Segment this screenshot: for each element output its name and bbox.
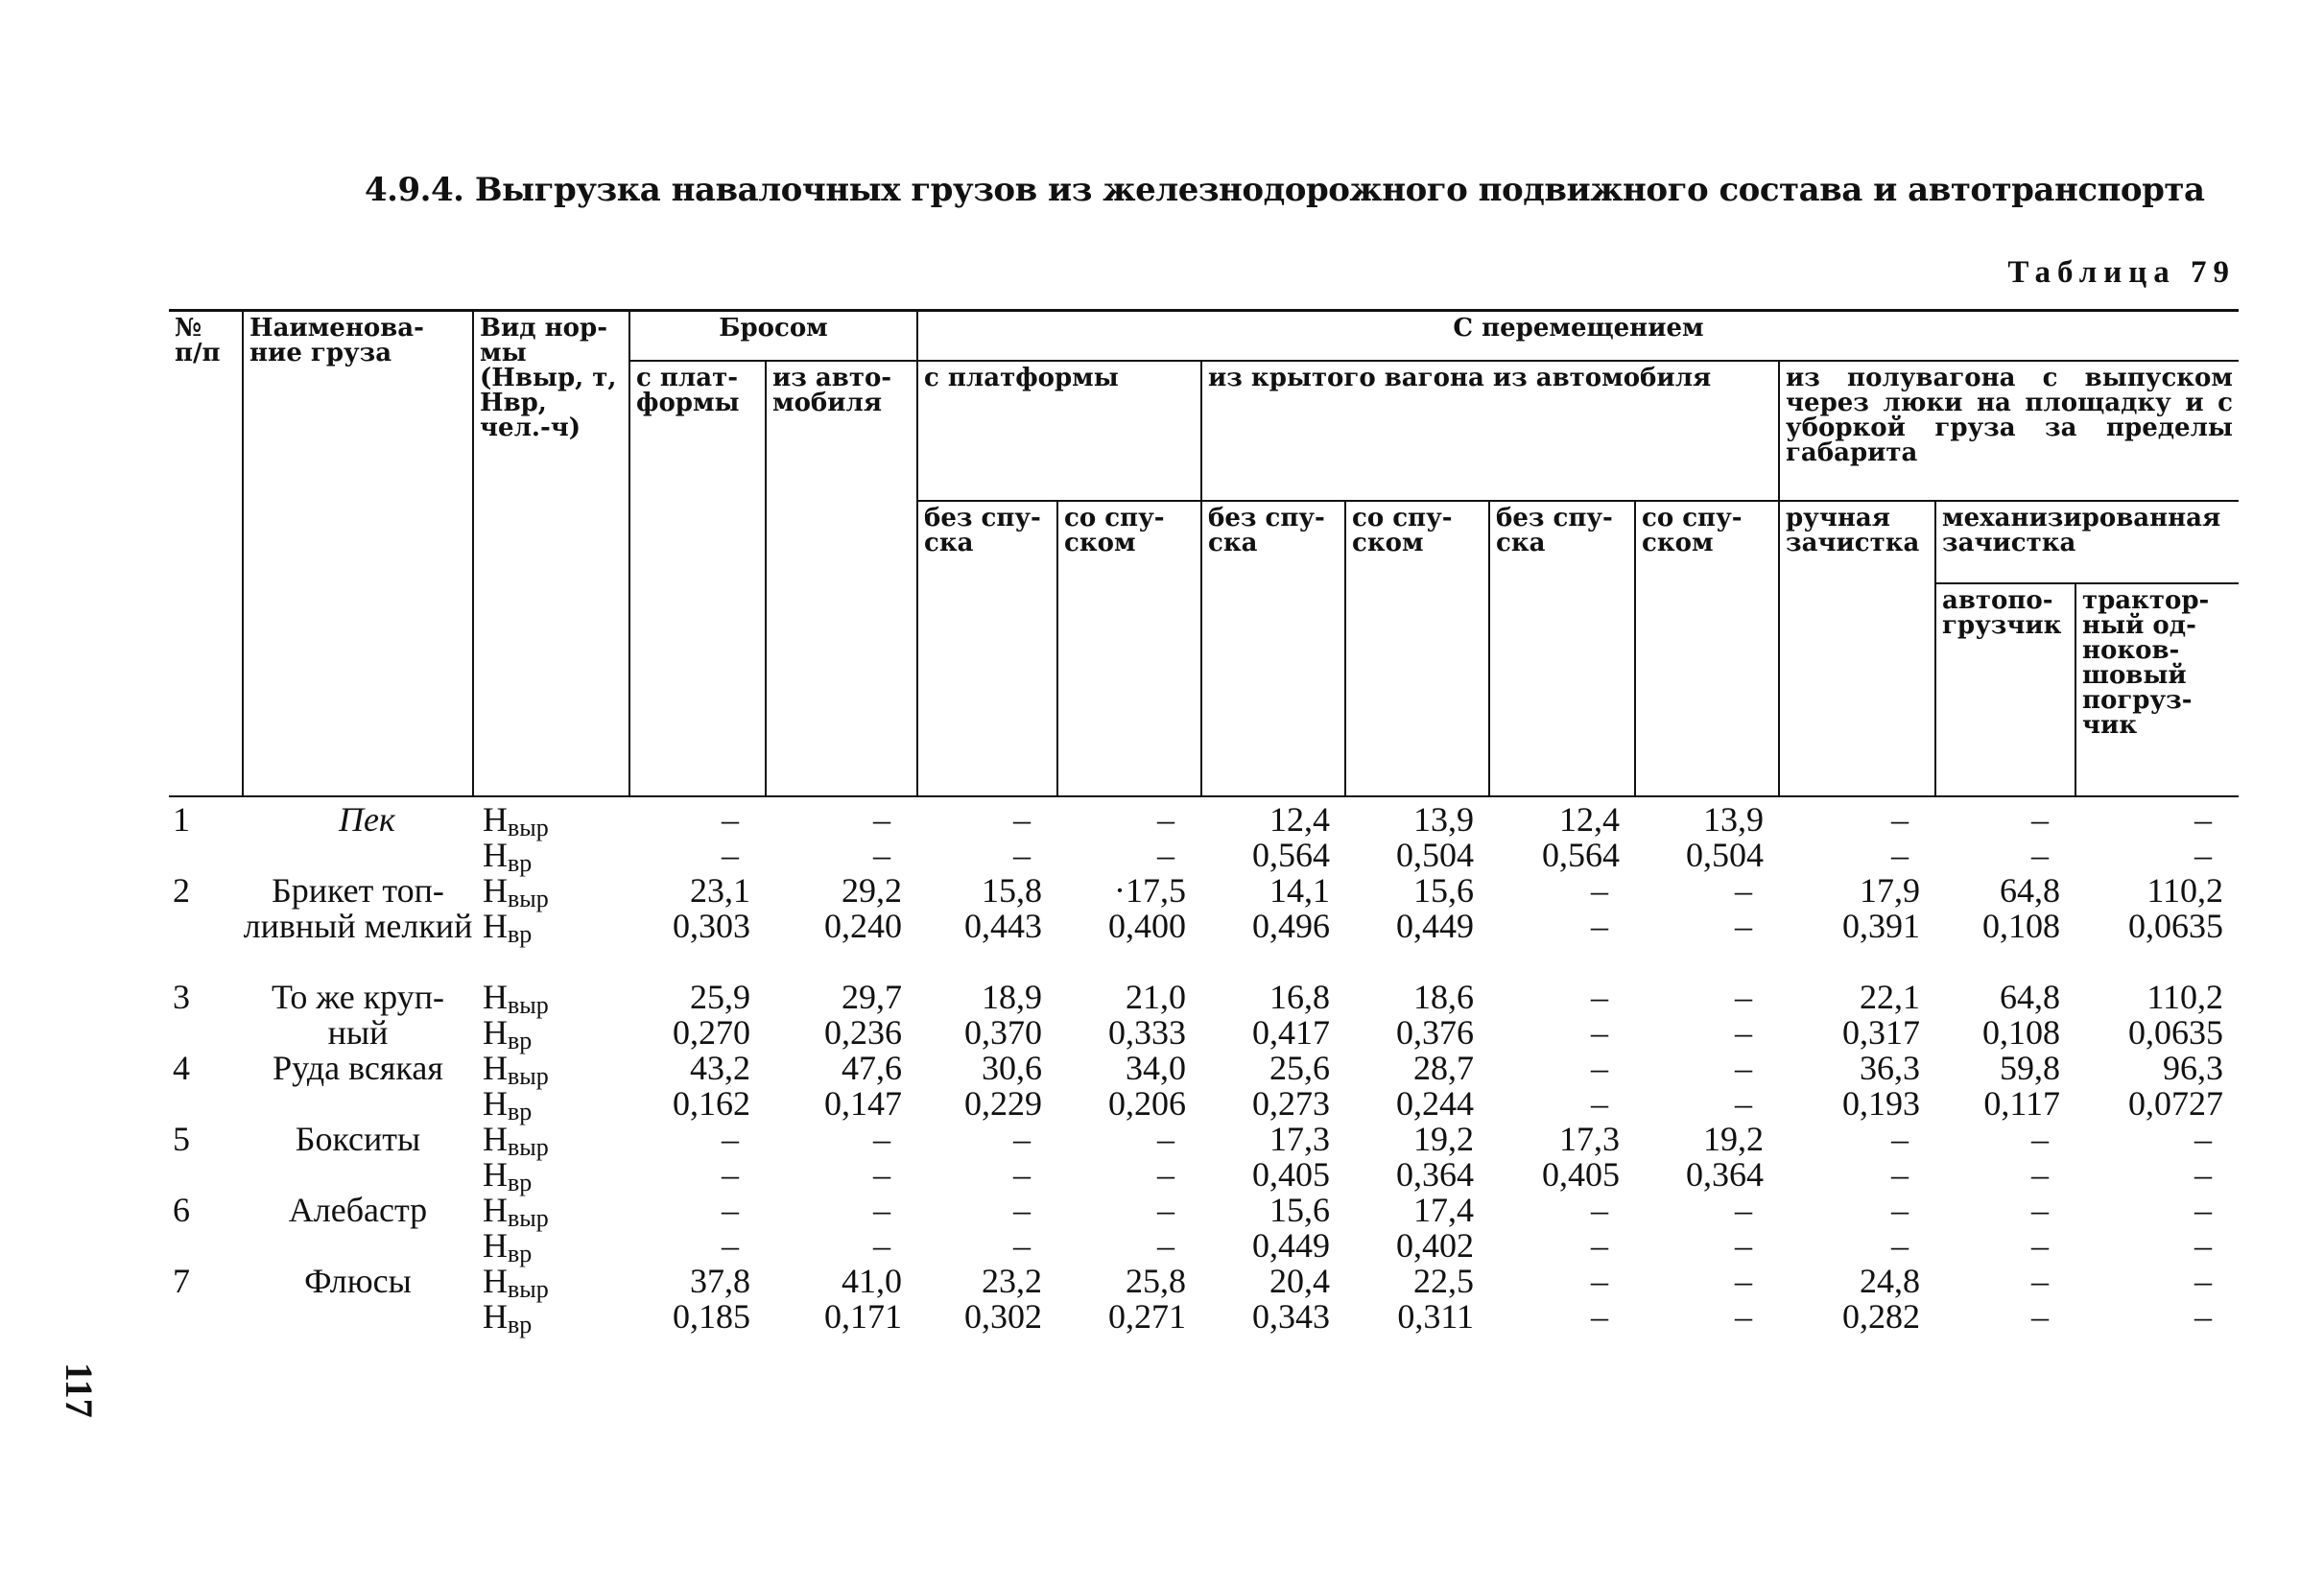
norm-kind <box>473 978 629 1054</box>
norm-label-vyr: $Н_{выр}$ <box>483 871 549 912</box>
cargo-name: То же круп-ный <box>272 978 444 1052</box>
value-cell <box>1635 802 1779 873</box>
value-vyr: 15,6 <box>1269 1191 1330 1229</box>
value-cell <box>1489 1051 1635 1122</box>
value-vyr: 13,9 <box>1703 800 1764 839</box>
header-move-gondola: из полувагона с выпуском через люки на площадку и с уборкой груза за пределы габарита <box>1779 361 2239 501</box>
value-cell <box>1635 1051 1779 1122</box>
value-cell <box>1935 980 2075 1051</box>
value-vr: 0,311 <box>1397 1297 1474 1336</box>
value-vyr: 34,0 <box>1126 1049 1186 1087</box>
value-vr: – <box>1013 836 1031 874</box>
value-cell <box>2075 1264 2239 1335</box>
value-cell <box>917 802 1057 873</box>
value-vyr: – <box>1157 1191 1174 1229</box>
value-vr: – <box>1735 907 1752 945</box>
value-vyr: – <box>1735 978 1752 1016</box>
value-cell <box>766 873 917 980</box>
value-cell <box>1935 873 2075 980</box>
value-vyr: 64,8 <box>2000 871 2060 910</box>
value-vyr: 29,7 <box>842 978 902 1016</box>
norm-label-vyr: $Н_{выр}$ <box>483 1120 549 1161</box>
value-cell <box>766 1051 917 1122</box>
value-vr: 0,0635 <box>2128 1013 2223 1052</box>
row-number: 4 <box>173 1049 190 1087</box>
header-mechanized: механизированная зачистка <box>1935 501 2239 583</box>
value-vyr: – <box>2194 1191 2212 1229</box>
value-vyr: 20,4 <box>1269 1262 1330 1300</box>
value-cell <box>629 1264 766 1335</box>
value-vr: 0,229 <box>964 1084 1042 1123</box>
value-vr: 0,449 <box>1252 1226 1330 1265</box>
value-cell <box>766 1122 917 1193</box>
row-number: 6 <box>173 1191 190 1229</box>
value-vr: 0,504 <box>1396 836 1474 874</box>
value-vr: – <box>1157 836 1174 874</box>
norm-kind <box>473 873 629 980</box>
value-vr: – <box>1735 1084 1752 1123</box>
value-vr: – <box>1157 1226 1174 1265</box>
value-cell <box>1489 980 1635 1051</box>
value-vyr: 13,9 <box>1413 800 1474 839</box>
value-cell <box>917 1051 1057 1122</box>
value-cell <box>1057 1122 1201 1193</box>
value-vr: – <box>873 836 890 874</box>
table-row <box>169 980 2239 1051</box>
value-vr: – <box>1735 1226 1752 1265</box>
value-cell <box>1935 1122 2075 1193</box>
value-vr: 0,317 <box>1842 1013 1920 1052</box>
header-name: Наименова-ние груза <box>243 311 473 797</box>
value-vyr: 16,8 <box>1269 978 1330 1016</box>
value-vr: – <box>1591 1226 1608 1265</box>
value-vyr: – <box>873 1191 890 1229</box>
value-vr: – <box>722 1226 739 1265</box>
table-row <box>169 1264 2239 1335</box>
value-cell <box>917 980 1057 1051</box>
value-vyr: 25,6 <box>1269 1049 1330 1087</box>
value-cell <box>1345 1264 1489 1335</box>
header-move-covered: из крытого вагона из автомобиля <box>1201 361 1779 501</box>
table-row <box>169 873 2239 980</box>
value-vr: 0,270 <box>673 1013 750 1052</box>
value-cell <box>1489 1122 1635 1193</box>
value-vyr: – <box>2031 1120 2049 1158</box>
value-vyr: – <box>1591 871 1608 910</box>
header-with-descent-1: со спу-ском <box>1057 501 1201 796</box>
value-vr: 0,405 <box>1252 1155 1330 1194</box>
value-cell <box>1635 1193 1779 1264</box>
value-vr: – <box>2031 1226 2049 1265</box>
value-vr: 0,303 <box>673 907 750 945</box>
value-cell <box>1345 1193 1489 1264</box>
table-row <box>169 1193 2239 1264</box>
value-cell <box>1489 1264 1635 1335</box>
value-vr: 0,302 <box>964 1297 1042 1336</box>
value-vr: 0,236 <box>824 1013 902 1052</box>
value-vr: 0,496 <box>1252 907 1330 945</box>
value-vyr: – <box>2194 1262 2212 1300</box>
value-vyr: 14,1 <box>1269 871 1330 910</box>
value-vyr: 15,8 <box>982 871 1042 910</box>
value-vr: 0,364 <box>1686 1155 1764 1194</box>
value-vr: 0,504 <box>1686 836 1764 874</box>
value-vr: – <box>1157 1155 1174 1194</box>
header-kind: Вид нор-мы (Нвыр, т, Нвр, чел.-ч) <box>473 311 629 797</box>
value-cell <box>2075 1051 2239 1122</box>
value-cell <box>1779 1264 1935 1335</box>
norm-label-vr: $Н_{вр}$ <box>483 836 533 877</box>
cargo-name: Брикет топ-ливный мелкий <box>243 871 473 945</box>
value-vr: 0,376 <box>1396 1013 1474 1052</box>
value-vr: 0,364 <box>1396 1155 1474 1194</box>
table-header <box>169 309 2239 797</box>
value-cell <box>1057 980 1201 1051</box>
value-vyr: – <box>1013 1191 1031 1229</box>
header-autoloader: автопо-грузчик <box>1935 583 2075 796</box>
value-vyr: – <box>1735 871 1752 910</box>
value-vr: – <box>2031 836 2049 874</box>
value-vyr: – <box>2031 1262 2049 1300</box>
value-vyr: 25,8 <box>1126 1262 1186 1300</box>
value-vr: 0,147 <box>824 1084 902 1123</box>
value-vr: 0,417 <box>1252 1013 1330 1052</box>
value-vyr: 24,8 <box>1860 1262 1920 1300</box>
value-vyr: 41,0 <box>842 1262 902 1300</box>
value-vr: 0,193 <box>1842 1084 1920 1123</box>
value-vyr: – <box>1591 978 1608 1016</box>
value-cell <box>1935 1051 2075 1122</box>
value-vr: – <box>722 836 739 874</box>
value-cell <box>1935 1264 2075 1335</box>
value-vr: 0,162 <box>673 1084 750 1123</box>
value-vyr: 59,8 <box>2000 1049 2060 1087</box>
row-number: 2 <box>173 871 190 910</box>
value-vyr: – <box>873 800 890 839</box>
value-vr: 0,343 <box>1252 1297 1330 1336</box>
value-cell <box>1779 802 1935 873</box>
value-vr: – <box>2194 836 2212 874</box>
value-cell <box>1345 980 1489 1051</box>
header-move: С перемещением <box>917 311 2239 362</box>
value-vyr: 12,4 <box>1559 800 1620 839</box>
value-cell <box>1057 1051 1201 1122</box>
value-vr: – <box>1013 1226 1031 1265</box>
norm-label-vyr: $Н_{выр}$ <box>483 978 549 1019</box>
value-vr: – <box>2031 1297 2049 1336</box>
value-vyr: – <box>722 1120 739 1158</box>
value-cell <box>1057 1264 1201 1335</box>
header-throw-auto: из авто-мобиля <box>766 361 917 796</box>
norm-label-vyr: $Н_{выр}$ <box>483 1262 549 1303</box>
value-cell <box>1057 1193 1201 1264</box>
value-vyr: – <box>2194 800 2212 839</box>
value-vr: 0,0727 <box>2128 1084 2223 1123</box>
header-tractor: трактор-ный од-ноков-шовый погруз-чик <box>2075 583 2239 796</box>
value-cell <box>1201 1051 1345 1122</box>
value-vr: 0,402 <box>1396 1226 1474 1265</box>
value-cell <box>1489 802 1635 873</box>
value-cell <box>917 873 1057 980</box>
norm-label-vyr: $Н_{выр}$ <box>483 1049 549 1090</box>
header-manual: ручная зачистка <box>1779 501 1935 796</box>
norm-kind <box>473 800 629 877</box>
value-cell <box>629 980 766 1051</box>
norm-label-vr: $Н_{вр}$ <box>483 907 533 948</box>
value-vr: – <box>2194 1297 2212 1336</box>
norm-label-vr: $Н_{вр}$ <box>483 1297 533 1338</box>
value-vr: 0,564 <box>1252 836 1330 874</box>
value-vr: 0,405 <box>1542 1155 1620 1194</box>
value-vyr: 22,5 <box>1413 1262 1474 1300</box>
value-vyr: 19,2 <box>1703 1120 1764 1158</box>
value-cell <box>1635 873 1779 980</box>
value-vyr: 110,2 <box>2146 871 2223 910</box>
table-row <box>169 1051 2239 1122</box>
value-cell <box>1057 873 1201 980</box>
section-title: 4.9.4. Выгрузка навалочных грузов из железнодорожного подвижного состава и автотранспорта <box>365 171 2205 209</box>
value-vr: – <box>2194 1155 2212 1194</box>
value-vyr: – <box>2031 800 2049 839</box>
value-vyr: – <box>1891 1120 1909 1158</box>
value-cell <box>2075 873 2239 980</box>
row-number: 7 <box>173 1262 190 1300</box>
value-vr: – <box>873 1155 890 1194</box>
value-vr: 0,117 <box>1983 1084 2060 1123</box>
header-no-descent-1: без спу-ска <box>917 501 1057 796</box>
norm-label-vr: $Н_{вр}$ <box>483 1084 533 1125</box>
value-vyr: – <box>1591 1049 1608 1087</box>
value-cell <box>1489 873 1635 980</box>
row-number: 3 <box>173 978 190 1016</box>
value-vyr: 47,6 <box>842 1049 902 1087</box>
value-vyr: 37,8 <box>690 1262 750 1300</box>
value-vyr: 17,3 <box>1269 1120 1330 1158</box>
value-vyr: – <box>2194 1120 2212 1158</box>
value-vyr: – <box>2031 1191 2049 1229</box>
value-vr: 0,0635 <box>2128 907 2223 945</box>
value-vr: 0,171 <box>824 1297 902 1336</box>
cargo-name: Руда всякая <box>273 1049 443 1087</box>
value-vr: 0,244 <box>1396 1084 1474 1123</box>
norm-kind <box>473 1120 629 1196</box>
table-row <box>169 802 2239 873</box>
value-vr: 0,271 <box>1108 1297 1186 1336</box>
value-vyr: – <box>722 800 739 839</box>
value-vr: – <box>1591 907 1608 945</box>
value-cell <box>2075 802 2239 873</box>
value-cell <box>1345 1051 1489 1122</box>
value-vr: – <box>2194 1226 2212 1265</box>
value-vyr: 17,3 <box>1559 1120 1620 1158</box>
value-vr: 0,108 <box>1982 1013 2060 1052</box>
value-vyr: 43,2 <box>690 1049 750 1087</box>
value-vyr: ·17,5 <box>1114 871 1186 910</box>
row-number: 5 <box>173 1120 190 1158</box>
value-vyr: 17,9 <box>1860 871 1920 910</box>
norm-kind <box>473 1191 629 1267</box>
value-cell <box>629 802 766 873</box>
data-table <box>169 800 2239 1338</box>
value-vr: – <box>1891 836 1909 874</box>
value-vyr: 25,9 <box>690 978 750 1016</box>
value-vr: – <box>873 1226 890 1265</box>
value-cell <box>1635 1122 1779 1193</box>
value-vyr: – <box>1157 800 1174 839</box>
row-number: 1 <box>173 800 190 839</box>
value-cell <box>917 1122 1057 1193</box>
value-vyr: 18,6 <box>1413 978 1474 1016</box>
value-vyr: 15,6 <box>1413 871 1474 910</box>
value-vr: 0,240 <box>824 907 902 945</box>
value-vyr: 23,2 <box>982 1262 1042 1300</box>
value-vyr: 110,2 <box>2146 978 2223 1016</box>
value-vyr: – <box>1891 1191 1909 1229</box>
header-no-descent-3: без спу-ска <box>1489 501 1635 796</box>
value-cell <box>629 873 766 980</box>
value-vyr: 21,0 <box>1126 978 1186 1016</box>
value-vyr: – <box>873 1120 890 1158</box>
value-vyr: – <box>1735 1262 1752 1300</box>
header-no-descent-2: без спу-ска <box>1201 501 1345 796</box>
value-cell <box>1935 1193 2075 1264</box>
norm-kind <box>473 1262 629 1338</box>
cargo-name: Бокситы <box>295 1120 421 1158</box>
value-vr: – <box>1891 1155 1909 1194</box>
norm-label-vr: $Н_{вр}$ <box>483 1226 533 1267</box>
value-vyr: 96,3 <box>2163 1049 2223 1087</box>
value-cell <box>1779 1193 1935 1264</box>
value-cell <box>1489 1193 1635 1264</box>
value-cell <box>2075 1122 2239 1193</box>
cargo-name: Алебастр <box>288 1191 428 1229</box>
value-vyr: 18,9 <box>982 978 1042 1016</box>
value-cell <box>1345 873 1489 980</box>
value-cell <box>1779 980 1935 1051</box>
value-vyr: 19,2 <box>1413 1120 1474 1158</box>
value-cell <box>629 1193 766 1264</box>
value-cell <box>1201 980 1345 1051</box>
value-vr: 0,282 <box>1842 1297 1920 1336</box>
value-vr: 0,206 <box>1108 1084 1186 1123</box>
value-cell <box>766 1264 917 1335</box>
value-vyr: 36,3 <box>1860 1049 1920 1087</box>
value-cell <box>766 980 917 1051</box>
norm-label-vr: $Н_{вр}$ <box>483 1013 533 1054</box>
value-vr: – <box>1591 1084 1608 1123</box>
value-cell <box>1201 1122 1345 1193</box>
value-cell <box>1057 802 1201 873</box>
value-cell <box>2075 1193 2239 1264</box>
value-vyr: – <box>1591 1262 1608 1300</box>
value-vyr: – <box>1157 1120 1174 1158</box>
value-cell <box>1201 873 1345 980</box>
value-cell <box>629 1051 766 1122</box>
value-vyr: – <box>1013 800 1031 839</box>
table-body <box>169 800 2239 1338</box>
value-cell <box>629 1122 766 1193</box>
table-row <box>169 1122 2239 1193</box>
value-vyr: – <box>1735 1049 1752 1087</box>
value-vr: – <box>2031 1155 2049 1194</box>
value-vr: 0,449 <box>1396 907 1474 945</box>
value-vr: 0,273 <box>1252 1084 1330 1123</box>
norm-label-vyr: $Н_{выр}$ <box>483 1191 549 1232</box>
value-vyr: 28,7 <box>1413 1049 1474 1087</box>
page-number: 117 <box>58 1362 101 1418</box>
value-vyr: – <box>1591 1191 1608 1229</box>
value-vr: – <box>1013 1155 1031 1194</box>
value-vr: – <box>1735 1297 1752 1336</box>
value-cell <box>1345 1122 1489 1193</box>
value-vr: 0,400 <box>1108 907 1186 945</box>
value-cell <box>917 1264 1057 1335</box>
value-vyr: 12,4 <box>1269 800 1330 839</box>
value-cell <box>1779 1051 1935 1122</box>
value-vyr: – <box>1013 1120 1031 1158</box>
value-vyr: – <box>1735 1191 1752 1229</box>
value-vr: 0,443 <box>964 907 1042 945</box>
value-vyr: 64,8 <box>2000 978 2060 1016</box>
value-cell <box>917 1193 1057 1264</box>
value-vr: 0,391 <box>1842 907 1920 945</box>
value-cell <box>1201 802 1345 873</box>
value-vyr: 23,1 <box>690 871 750 910</box>
value-vr: – <box>1591 1013 1608 1052</box>
value-cell <box>2075 980 2239 1051</box>
value-vyr: 17,4 <box>1413 1191 1474 1229</box>
value-vr: 0,370 <box>964 1013 1042 1052</box>
value-cell <box>766 802 917 873</box>
header-throw: Бросом <box>629 311 917 362</box>
norm-label-vr: $Н_{вр}$ <box>483 1155 533 1196</box>
value-vyr: – <box>1891 800 1909 839</box>
table-label: Таблица 79 <box>2007 255 2236 290</box>
header-num: № п/п <box>169 311 243 797</box>
value-cell <box>1779 1122 1935 1193</box>
value-vr: – <box>1891 1226 1909 1265</box>
norm-label-vyr: $Н_{выр}$ <box>483 800 549 841</box>
value-vr: 0,185 <box>673 1297 750 1336</box>
value-vr: – <box>1735 1013 1752 1052</box>
value-cell <box>1345 802 1489 873</box>
value-vyr: – <box>722 1191 739 1229</box>
value-cell <box>1635 1264 1779 1335</box>
value-vyr: 22,1 <box>1860 978 1920 1016</box>
value-cell <box>1635 980 1779 1051</box>
value-cell <box>1201 1193 1345 1264</box>
value-cell <box>1779 873 1935 980</box>
header-throw-platform: с плат-формы <box>629 361 766 796</box>
cargo-name: Пек <box>339 800 395 839</box>
header-with-descent-2: со спу-ском <box>1345 501 1489 796</box>
value-vyr: 29,2 <box>842 871 902 910</box>
cargo-name: Флюсы <box>304 1262 412 1300</box>
value-vr: 0,564 <box>1542 836 1620 874</box>
header-move-platform: с платформы <box>917 361 1201 501</box>
value-cell <box>766 1193 917 1264</box>
value-vr: 0,108 <box>1982 907 2060 945</box>
value-vr: – <box>1591 1297 1608 1336</box>
value-cell <box>1935 802 2075 873</box>
value-vr: – <box>722 1155 739 1194</box>
header-with-descent-3: со спу-ском <box>1635 501 1779 796</box>
value-cell <box>1201 1264 1345 1335</box>
norm-kind <box>473 1049 629 1125</box>
value-vr: 0,333 <box>1108 1013 1186 1052</box>
value-vyr: 30,6 <box>982 1049 1042 1087</box>
